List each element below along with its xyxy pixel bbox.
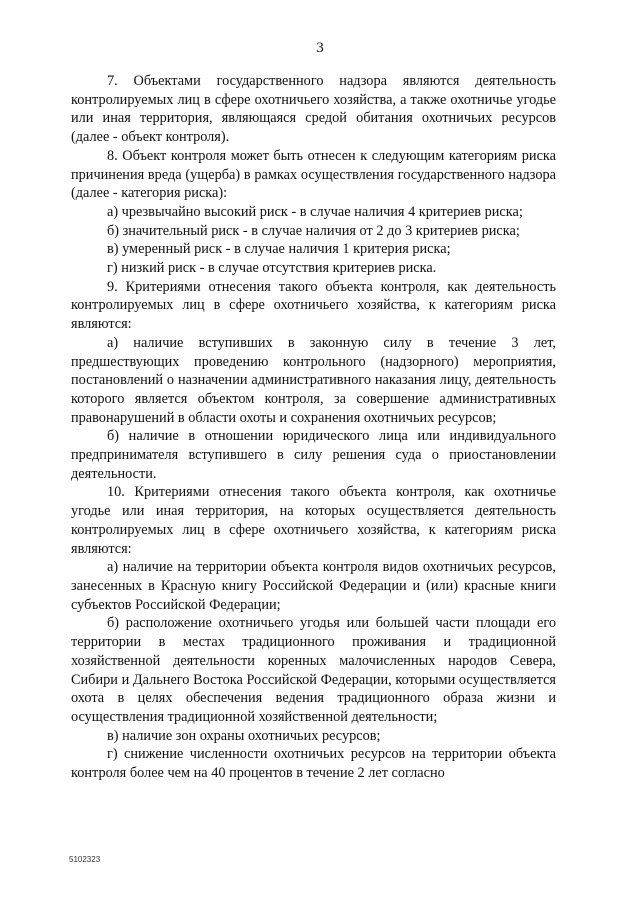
paragraph-10-v: в) наличие зон охраны охотничьих ресурсов; bbox=[107, 727, 381, 744]
paragraph-7: 7. Объектами государственного надзора являются деятельность контролируемых лиц в сфере охотничьего хозяйства, а также охотничье угодье или иная территория, являющаяся средой обитания охотничьих ресурсов (далее - объект контроля). bbox=[71, 73, 556, 146]
paragraph-9-b: б) наличие в отношении юридического лица или индивидуального предпринимателя вступившего в силу решения суда о приостановлении деятельности. bbox=[71, 428, 556, 482]
paragraph-8: 8. Объект контроля может быть отнесен к следующим категориям риска причинения вреда (ущерба) в рамках осуществления государственного надзора (далее - категория риска): bbox=[71, 147, 556, 202]
paragraph-8-b: б) значительный риск - в случае наличия от 2 до 3 критериев риска; bbox=[107, 222, 520, 239]
paragraph-9: 9. Критериями отнесения такого объекта контроля, как деятельность контролируемых лиц в сфере охотничьего хозяйства, к категориям риска являются: bbox=[71, 278, 556, 333]
document-code: 5102323 bbox=[69, 855, 101, 864]
paragraph-9-a: а) наличие вступивших в законную силу в течение 3 лет, предшествующих проведению контрольного (надзорного) мероприятия, постановлений о назначении административного наказания лицу, деятельность которого является объектом контроля, за совершение административных правонарушений в области охоты и сохранения охотничьих ресурсов; bbox=[71, 334, 556, 426]
paragraph-8-a: а) чрезвычайно высокий риск - в случае наличия 4 критериев риска; bbox=[107, 203, 523, 220]
document-body bbox=[71, 72, 556, 783]
paragraph-8-v: в) умеренный риск - в случае наличия 1 критерия риска; bbox=[107, 241, 451, 258]
paragraph-10-b: б) расположение охотничьего угодья или большей части площади его территории в местах традиционного проживания и традиционной хозяйственной деятельности коренных малочисленных народов Севера, Сибири и Дальнего Востока Российской Федерации, которыми осуществляется охота в целях обеспечения ведения традиционного образа жизни и осуществления традиционной хозяйственной деятельности; bbox=[71, 615, 556, 725]
page-number: 3 bbox=[316, 40, 324, 56]
paragraph-10-a: а) наличие на территории объекта контроля видов охотничьих ресурсов, занесенных в Красную книгу Российской Федерации и (или) красные книги субъектов Российской Федерации; bbox=[71, 559, 556, 613]
paragraph-10-g: г) снижение численности охотничьих ресурсов на территории объекта контроля более чем на 40 процентов в течение 2 лет согласно bbox=[71, 746, 556, 782]
paragraph-10: 10. Критериями отнесения такого объекта контроля, как охотничье угодье или иная территория, на которых осуществляется деятельность контролируемых лиц в сфере охотничьего хозяйства, к категориям риска являются: bbox=[71, 484, 556, 557]
paragraph-8-g: г) низкий риск - в случае отсутствия критериев риска. bbox=[107, 260, 437, 277]
